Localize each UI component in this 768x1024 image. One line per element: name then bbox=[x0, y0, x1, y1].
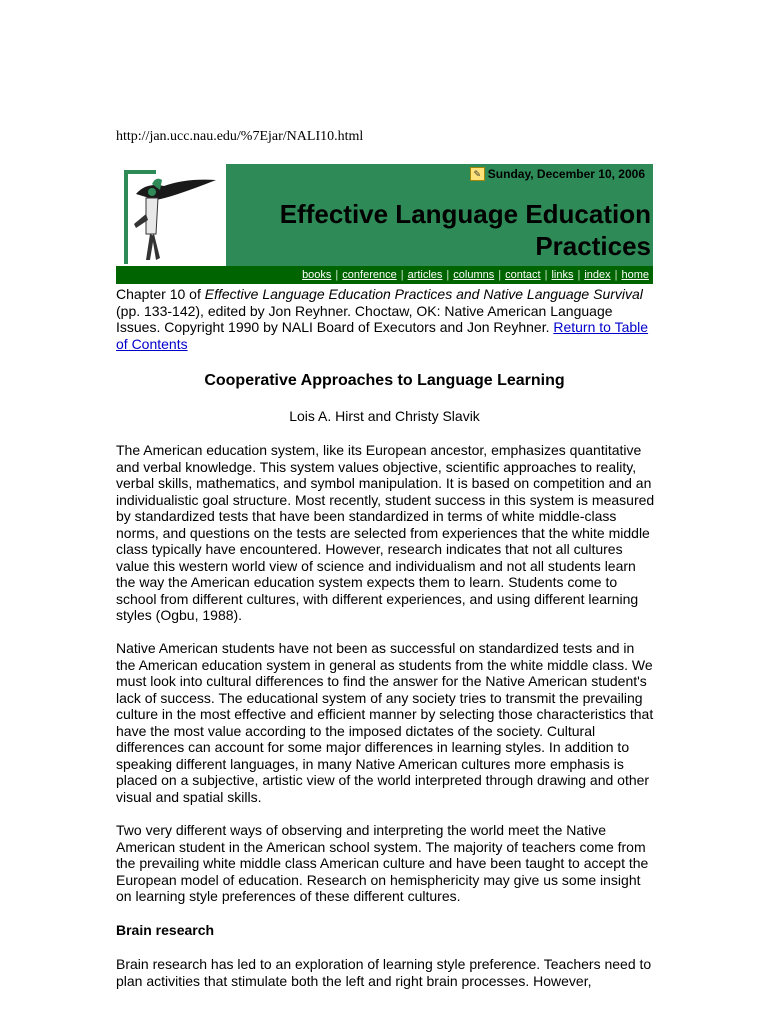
nav-separator: | bbox=[400, 269, 404, 281]
nav-link-conference[interactable]: conference bbox=[342, 269, 397, 281]
section-heading: Brain research bbox=[116, 922, 215, 938]
nav-link-books[interactable]: books bbox=[302, 269, 332, 281]
date-text: Sunday, December 10, 2006 bbox=[487, 167, 645, 181]
book-title: Effective Language Education Practices and Native Language Survival bbox=[204, 286, 643, 302]
paragraph-2: Native American students have not been as successful on standardized tests and in the American education system in general as students from the white middle class. We must look into cultural differences to find the answer for the Native American student's lack of success. The educational system of any society tries to transmit the prevailing culture in the most effective and efficient manner by selecting those characteristics that have the most value according to the imposed dictates of the society. Cultural differences can account for some major differences in learning styles. In addition to speaking different languages, in many Native American cultures more emphasis is placed on a subjective, artistic view of the world interpreted through drawing and other visual and spatial skills. bbox=[116, 640, 654, 805]
nav-link-articles[interactable]: articles bbox=[407, 269, 443, 281]
nav-separator: | bbox=[446, 269, 450, 281]
date-display bbox=[470, 167, 645, 181]
nav-separator: | bbox=[614, 269, 618, 281]
toc-link[interactable]: Return to Table of Contents bbox=[116, 319, 649, 352]
nav-link-contact[interactable]: contact bbox=[505, 269, 541, 281]
nav-link-index[interactable]: index bbox=[584, 269, 611, 281]
nav-separator: | bbox=[335, 269, 339, 281]
section-paragraph: Brain research has led to an exploration of learning style preference. Teachers need to plan activities that stimulate both the left and right brain processes. However, bbox=[116, 956, 652, 989]
caption-prefix: Chapter 10 of bbox=[116, 286, 205, 302]
nav-link-home[interactable]: home bbox=[621, 269, 649, 281]
paragraph-3: Two very different ways of observing and interpreting the world meet the Native American student in the American school system. The majority of teachers come from the prevailing white middle class American culture and have been taught to accept the European model of education. Research on hemisphericity may give us some insight on learning style preferences of these different cultures. bbox=[116, 822, 649, 904]
calendar-icon: ✎ bbox=[470, 167, 485, 181]
nav-separator: | bbox=[498, 269, 502, 281]
caption-details: (pp. 133-142), edited by Jon Reyhner. Choctaw, OK: Native American Language Issues. Copyright 1990 by NALI Board of Executors and Jon Reyhner. bbox=[116, 302, 613, 335]
page-url: http://jan.ucc.nau.edu/%7Ejar/NALI10.html bbox=[116, 129, 364, 144]
nav-separator: | bbox=[544, 269, 548, 281]
nav-link-links[interactable]: links bbox=[551, 269, 574, 281]
article-authors: Lois A. Hirst and Christy Slavik bbox=[289, 408, 480, 424]
paragraph-1: The American education system, like its European ancestor, emphasizes quantitative and verbal knowledge. This system values objective, scientific approaches to reality, verbal skills, mathematics, and symbol manipulation. It is based on competition and an individualistic goal structure. Most recently, student success in this system is measured by standardized tests that have been standardized in terms of white middle-class norms, and questions on the tests are selected from experiences that the white middle class typically have encountered. However, research indicates that not all cultures value this western world view of science and individualism and not all students learn the way the American education system expects them to learn. Students come to school from different cultures, with different experiences, and using different learning styles (Ogbu, 1988). bbox=[116, 442, 655, 623]
eagle-dancer-logo bbox=[116, 164, 226, 266]
article-title: Cooperative Approaches to Language Learning bbox=[204, 372, 565, 389]
site-title-line1: Effective Language Education bbox=[279, 199, 651, 229]
nav-separator: | bbox=[577, 269, 581, 281]
site-title bbox=[280, 198, 651, 262]
site-banner bbox=[116, 164, 653, 284]
chapter-caption bbox=[116, 286, 656, 352]
site-title-line2: Practices bbox=[535, 231, 651, 261]
nav-link-columns[interactable]: columns bbox=[453, 269, 495, 281]
nav-bar bbox=[116, 266, 653, 284]
